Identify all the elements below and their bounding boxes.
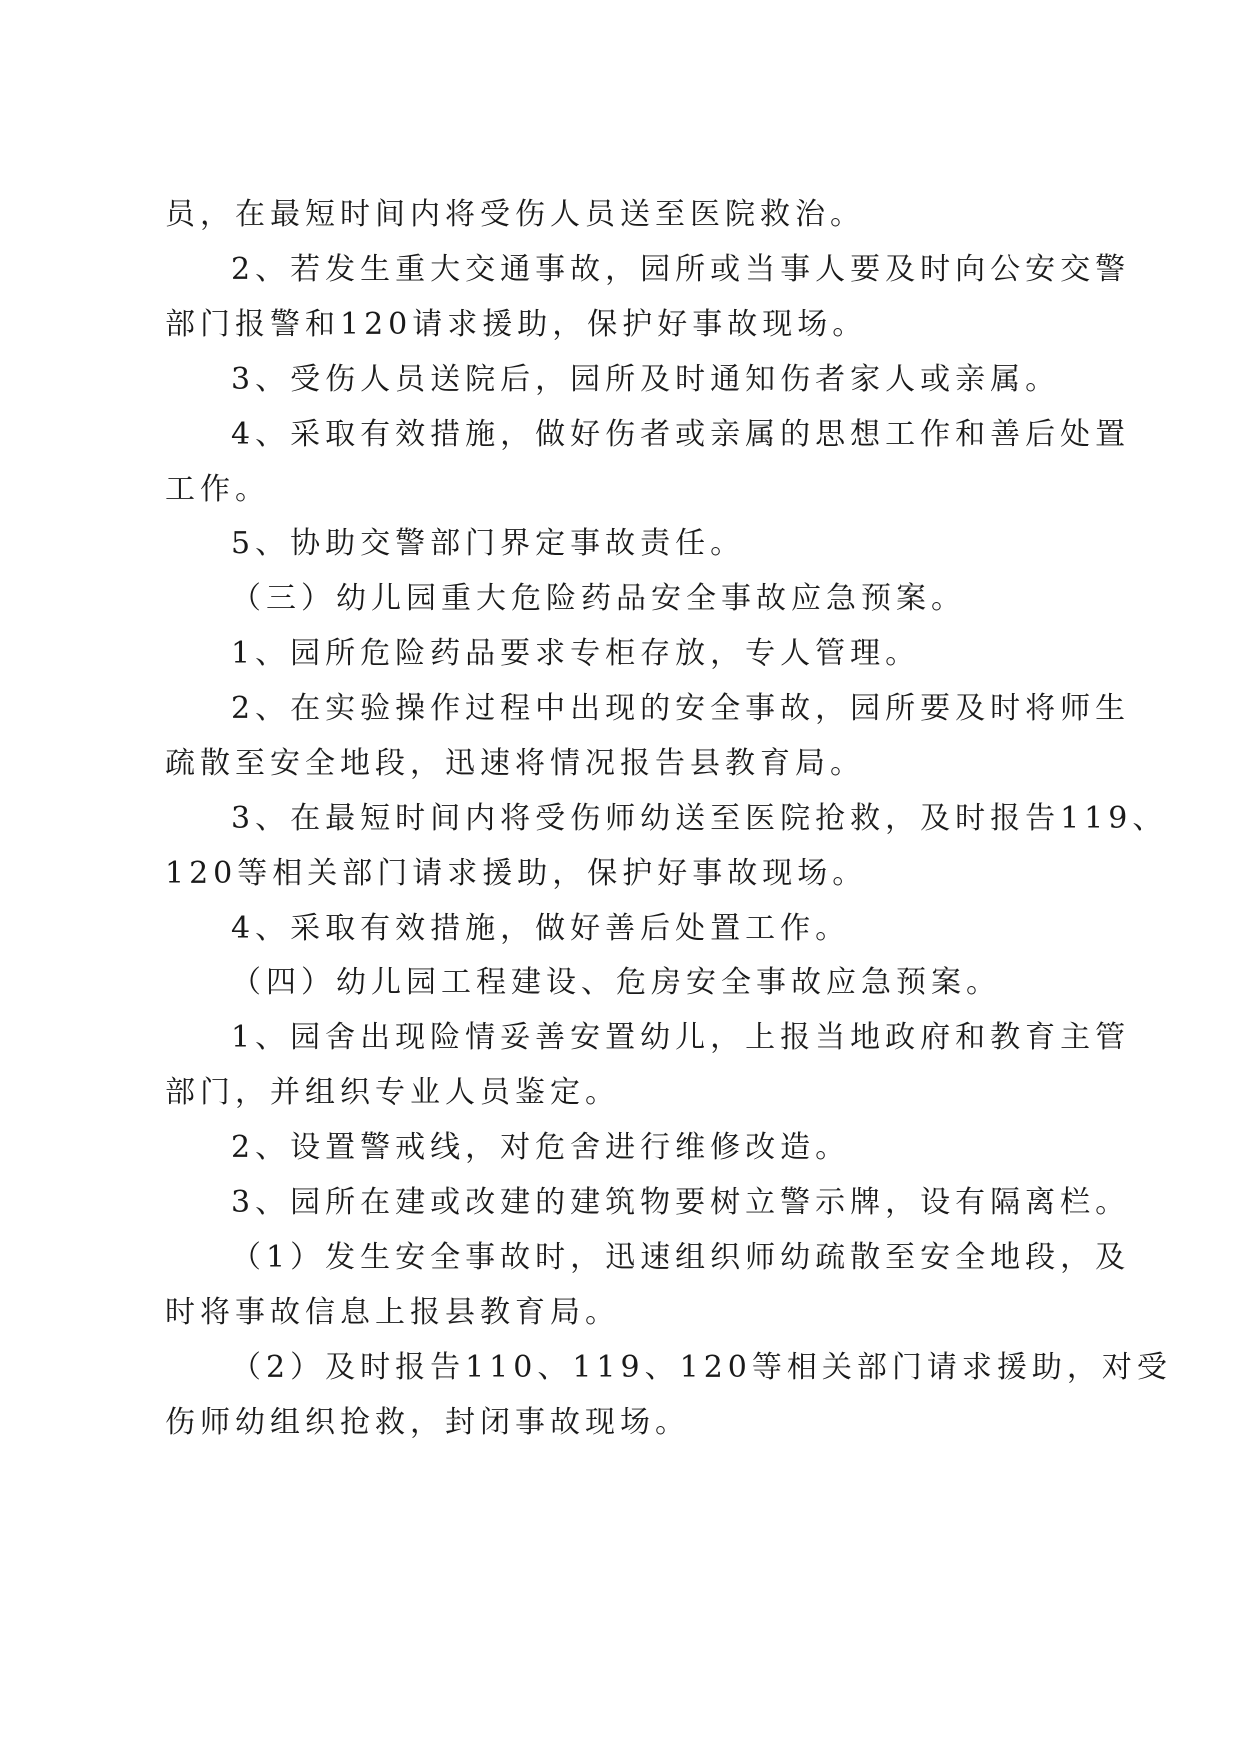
text-line: 2、设置警戒线，对危舍进行维修改造。 [231,1130,851,1165]
text-line: 4、采取有效措施，做好伤者或亲属的思想工作和善后处置 [231,417,1131,452]
text-line: 时将事故信息上报县教育局。 [165,1295,620,1330]
text-line: 1、园所危险药品要求专柜存放，专人管理。 [231,636,921,671]
text-line: 部门，并组织专业人员鉴定。 [165,1075,620,1110]
section-heading: （三）幼儿园重大危险药品安全事故应急预案。 [231,581,966,616]
text-line: 1、园舍出现险情妥善安置幼儿，上报当地政府和教育主管 [231,1020,1131,1055]
text-line: 4、采取有效措施，做好善后处置工作。 [231,911,851,946]
text-line: 3、园所在建或改建的建筑物要树立警示牌，设有隔离栏。 [231,1185,1131,1220]
text-line: 2、若发生重大交通事故，园所或当事人要及时向公安交警 [231,252,1131,287]
text-line: 部门报警和120请求援助，保护好事故现场。 [165,307,868,342]
text-line: 疏散至安全地段，迅速将情况报告县教育局。 [165,746,865,781]
section-heading: （四）幼儿园工程建设、危房安全事故应急预案。 [231,965,1001,1000]
text-line: （1）发生安全事故时，迅速组织师幼疏散至安全地段，及 [231,1240,1131,1275]
text-line: 伤师幼组织抢救，封闭事故现场。 [165,1405,690,1440]
text-line: 2、在实验操作过程中出现的安全事故，园所要及时将师生 [231,691,1131,726]
text-line: 120等相关部门请求援助，保护好事故现场。 [165,856,868,891]
text-line: 5、协助交警部门界定事故责任。 [231,526,746,561]
text-line: （2）及时报告110、119、120等相关部门请求援助，对受 [231,1350,1172,1385]
text-line: 3、在最短时间内将受伤师幼送至医院抢救，及时报告119、 [231,801,1168,836]
text-line: 3、受伤人员送院后，园所及时通知伤者家人或亲属。 [231,362,1061,397]
text-line: 员，在最短时间内将受伤人员送至医院救治。 [165,197,865,232]
text-line: 工作。 [165,472,270,507]
